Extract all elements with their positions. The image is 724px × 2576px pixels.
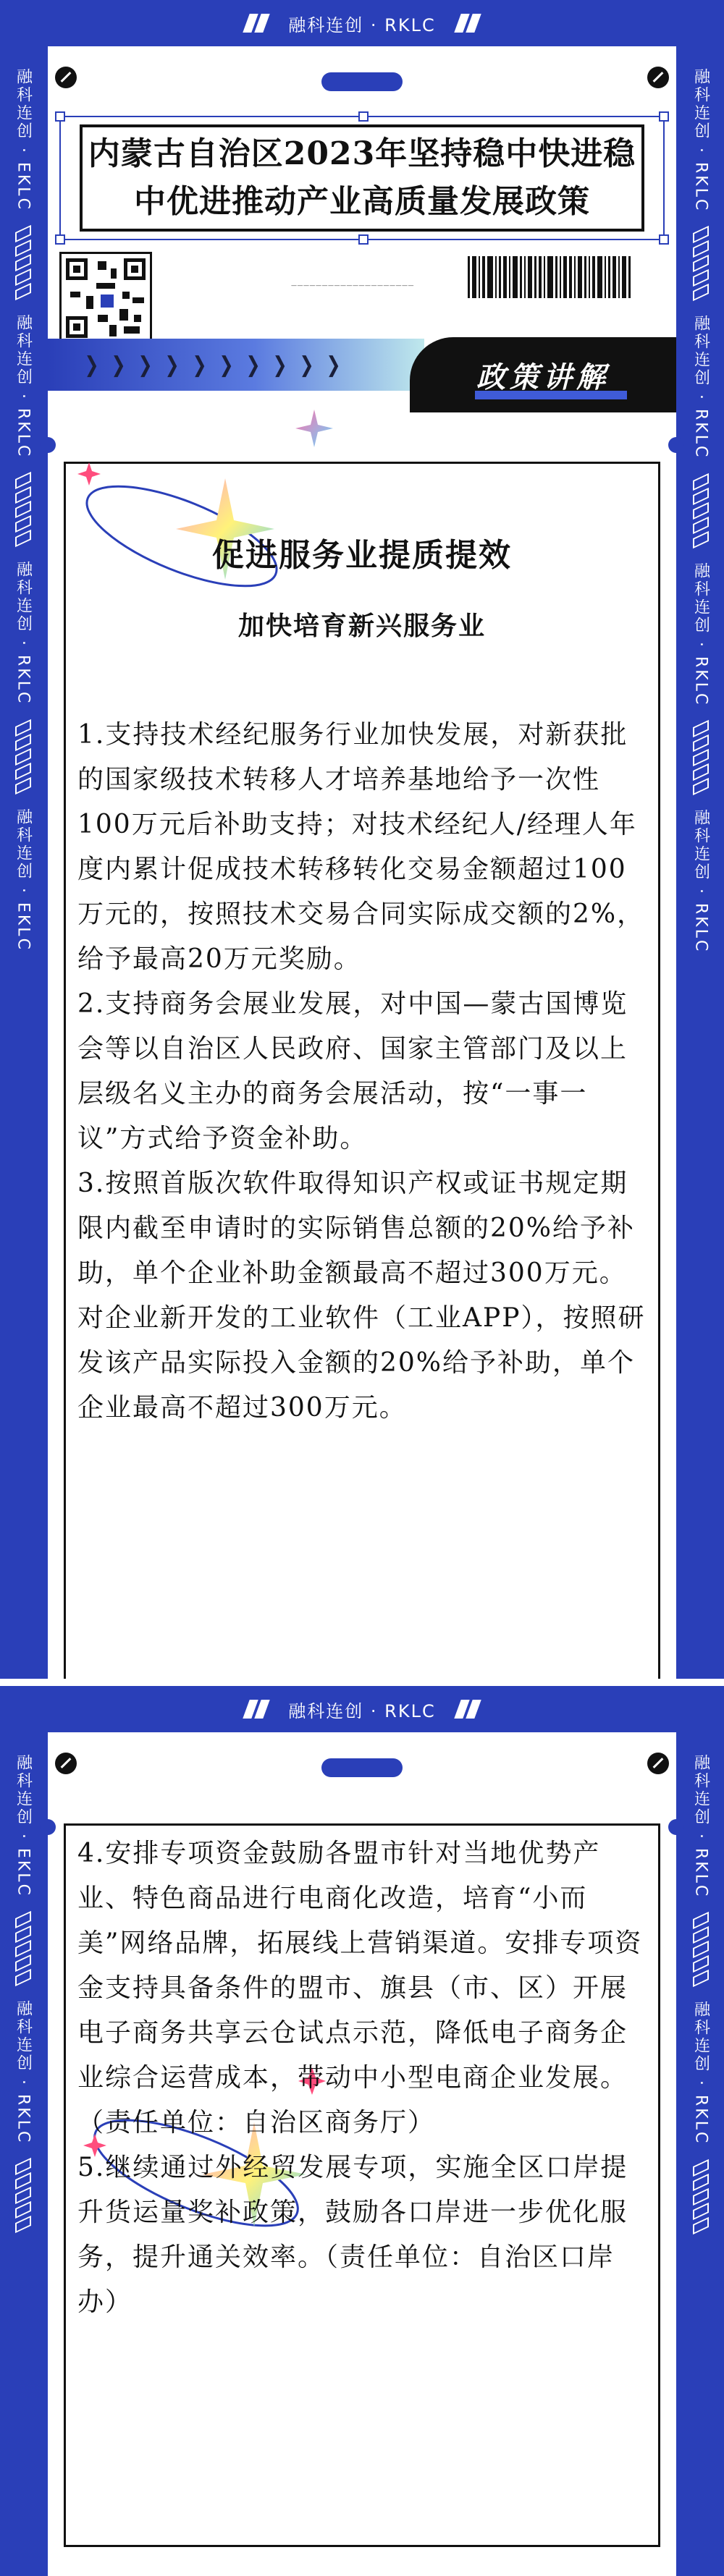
bar-decoration — [15, 1915, 31, 1983]
policy-paragraph: 3.按照首版次软件取得知识产权或证书规定期限内截至申请时的实际销售总额的20%给予补助，单个企业补助金额最高不超过300万元。对企业新开发的工业软件（工业APP），按照研发该产品实际投入金额的20%给予补助，单个企业最高不超过300万元。 — [77, 1169, 646, 1423]
bar-decoration — [15, 2161, 31, 2229]
side-label: 融科连创 · RKLC — [691, 562, 710, 706]
card-notch — [668, 437, 684, 453]
barcode-bar — [513, 256, 518, 298]
top-brand-bar — [0, 0, 724, 46]
chevron-right-icon: ❯ — [272, 352, 287, 378]
barcode-bar — [608, 256, 610, 298]
barcode-bar — [495, 256, 497, 298]
chevron-right-icon: ❯ — [245, 352, 261, 378]
bar-decoration — [693, 724, 709, 792]
policy-paragraph: 5.继续通过外经贸发展专项，实施全区口岸提升货运量奖补政策，鼓励各口岸进一步优化服务，提升通关效率。（责任单位：自治区口岸办） — [77, 2153, 628, 2317]
bar-decoration — [693, 477, 709, 545]
left-side-strip — [10, 1737, 36, 2229]
slash-decoration — [246, 1700, 266, 1719]
poster-page-2 — [0, 1686, 724, 2576]
bar-decoration — [15, 229, 31, 297]
barcode-bar — [589, 256, 590, 298]
section-heading: 促进服务业提质提效 — [212, 537, 512, 574]
side-label: 融科连创 · RKLC — [14, 313, 33, 459]
card-notch — [668, 1819, 684, 1835]
qr-code-icon — [59, 252, 152, 344]
barcode-bar — [597, 256, 602, 298]
barcode-bar — [528, 256, 532, 298]
policy-paragraph: 1.支持技术经纪服务行业加快发展，对新获批的国家级技术转移人才培养基地给予一次性100万元后补助支持；对技术经纪人/经理人年度内累计促成技术转移转化交易金额超过100万元的，按照技术交易合同实际成交额的2%，给予最高20万元奖励。 — [77, 720, 645, 974]
barcode-bar — [622, 256, 626, 298]
frame-handle — [659, 234, 669, 245]
policy-content-box — [64, 1823, 660, 2547]
side-label: 融科连创 · RKLC — [14, 561, 33, 706]
left-side-strip — [10, 51, 36, 969]
barcode-bar — [468, 256, 470, 298]
fine-print-line: ———————————————————— — [291, 282, 414, 289]
barcode-bar — [584, 256, 586, 298]
pin-icon — [647, 67, 669, 88]
barcode-icon — [468, 256, 669, 298]
title-line-2: 中优进推动产业高质量发展政策 — [134, 183, 590, 220]
policy-body — [77, 713, 651, 1431]
barcode-bar — [534, 256, 536, 298]
barcode-bar — [555, 256, 557, 298]
barcode-bar — [560, 256, 561, 298]
pin-icon — [55, 1753, 77, 1774]
barcode-bar — [482, 256, 485, 298]
tag-label: 政策讲解 — [476, 360, 610, 394]
policy-paragraph: 2.支持商务会展业发展，对中国—蒙古国博览会等以自治区人民政府、国家主管部门及以上层级名义主办的商务会展活动，按“一事一议”方式给予资金补助。 — [77, 989, 628, 1153]
barcode-bar — [509, 256, 510, 298]
policy-paragraph: 4.安排专项资金鼓励各盟市针对当地优势产业、特色商品进行电商化改造，培育“小而美”网络品牌，拓展线上营销渠道。安排专项资金支持具备条件的盟市、旗县（市、区）开展电子商务共享云仓试点示范，降低电子商务企业综合运营成本，带动中小型电商企业发展。（责任单位：自治区商务厅） — [77, 1839, 643, 2138]
card-notch — [40, 1819, 56, 1835]
side-label: 融科连创 · RKLC — [691, 808, 710, 954]
content-card — [48, 46, 676, 1679]
side-label: 融科连创 · RKLC — [691, 2001, 710, 2145]
bar-decoration — [693, 2163, 709, 2231]
sparkle-icon — [294, 408, 334, 449]
pin-icon — [647, 1753, 669, 1774]
barcode-bar — [547, 256, 553, 298]
side-label: 融科连创 · RKLC — [691, 315, 710, 459]
card-notch — [40, 437, 56, 453]
barcode-bar — [574, 256, 576, 298]
barcode-bar — [578, 256, 582, 298]
frame-handle — [55, 111, 65, 122]
chevron-right-icon: ❯ — [138, 352, 153, 378]
frame-handle — [659, 111, 669, 122]
bar-decoration — [693, 1915, 709, 1983]
frame-handle — [358, 234, 369, 245]
brand-label: 融科连创 · RKLC — [288, 1700, 436, 1721]
side-label: 融科连创 · EKLC — [14, 1754, 33, 1897]
chevron-right-icon: ❯ — [192, 352, 207, 378]
slash-decoration — [246, 14, 266, 33]
policy-body — [77, 1831, 651, 2325]
barcode-bar — [628, 256, 631, 298]
brand-label: 融科连创 · RKLC — [288, 14, 436, 35]
hanger-slot — [321, 1758, 403, 1777]
chevron-right-icon: ❯ — [111, 352, 126, 378]
chevron-right-icon: ❯ — [84, 352, 99, 378]
policy-content-box — [64, 462, 660, 1679]
side-label: 融科连创 · RKLC — [14, 1999, 33, 2145]
chevron-right-icon: ❯ — [326, 352, 341, 378]
barcode-bar — [592, 256, 595, 298]
barcode-bar — [520, 256, 522, 298]
chevron-right-icon: ❯ — [164, 352, 180, 378]
side-label: 融科连创 · RKLC — [691, 1754, 710, 1899]
barcode-bar — [613, 256, 616, 298]
barcode-bar — [503, 256, 507, 298]
side-label: 融科连创 · EKLC — [14, 68, 33, 211]
policy-explain-tag — [410, 337, 676, 412]
barcode-bar — [569, 256, 572, 298]
barcode-bar — [499, 256, 501, 298]
bar-decoration — [15, 475, 31, 543]
top-brand-bar — [0, 1686, 724, 1732]
barcode-bar — [524, 256, 526, 298]
title-line-1: 内蒙古自治区2023年坚持稳中快进稳 — [88, 135, 636, 172]
pin-icon — [55, 67, 77, 88]
barcode-bar — [605, 256, 606, 298]
page-title — [80, 124, 644, 232]
barcode-bar — [472, 256, 476, 298]
frame-handle — [55, 234, 65, 245]
side-label: 融科连创 · EKLC — [14, 808, 33, 952]
slash-decoration — [458, 1700, 478, 1719]
chevron-right-icon: ❯ — [219, 352, 234, 378]
barcode-bar — [618, 256, 620, 298]
side-label: 融科连创 · RKLC — [691, 68, 710, 213]
barcode-bar — [487, 256, 493, 298]
bar-decoration — [15, 723, 31, 791]
frame-handle — [358, 111, 369, 122]
barcode-bar — [563, 256, 567, 298]
barcode-bar — [539, 256, 542, 298]
right-side-strip — [688, 1737, 714, 2231]
barcode-bar — [479, 256, 480, 298]
chevron-arrows-strip — [48, 339, 424, 391]
content-card — [48, 1732, 676, 2576]
hanger-slot — [321, 72, 403, 91]
barcode-bar — [544, 256, 545, 298]
bar-decoration — [693, 229, 709, 297]
chevron-right-icon: ❯ — [299, 352, 314, 378]
right-side-strip — [688, 51, 714, 970]
slash-decoration — [458, 14, 478, 33]
section-subheading: 加快培育新兴服务业 — [237, 611, 486, 641]
